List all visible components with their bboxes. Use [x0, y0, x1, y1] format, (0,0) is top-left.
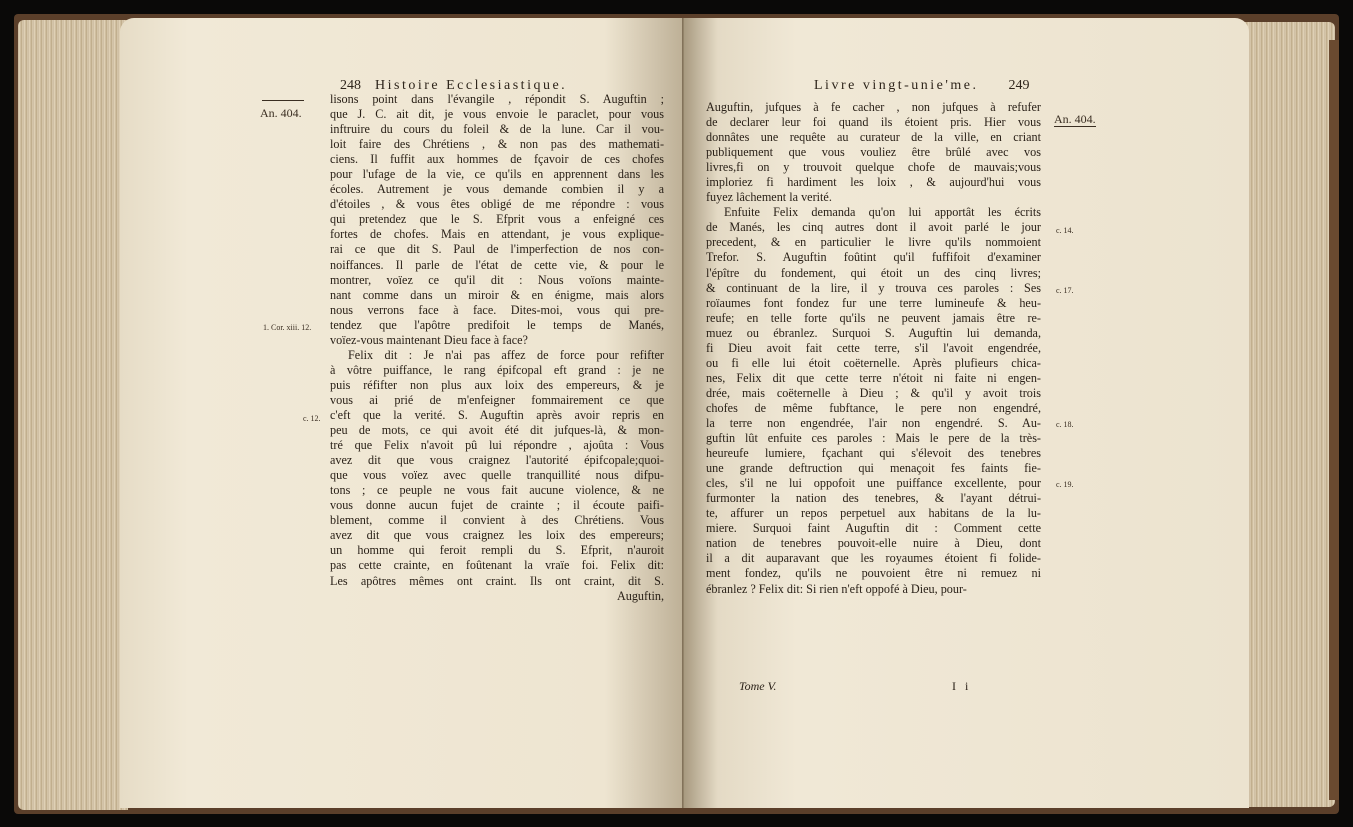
right-text-line: publiquement que vous vouliez être brûlé avec vos	[706, 145, 1041, 160]
right-text-line: roïaumes font fondez fur une terre lumineufe & heu-	[706, 295, 1041, 310]
left-body-text	[330, 92, 664, 604]
left-text-line: vous ai prié de m'enfeigner fommairement ce que	[330, 392, 664, 407]
signature-mark: I i	[952, 679, 972, 693]
right-text-line: te, affurer un repos perpetuel aux habitans de la lu-	[706, 506, 1041, 521]
left-running-title: Histoire Ecclesiastique.	[375, 78, 568, 93]
left-text-line: que vous voïez avec quelle tranquillité nous difpu-	[330, 468, 664, 483]
right-text-line: nes, Felix dit que cette terre n'étoit ni faite ni engen-	[706, 370, 1041, 385]
margin-note-c18: c. 18.	[1056, 420, 1074, 429]
right-year-rule	[1054, 126, 1096, 127]
right-page-number: 249	[1008, 78, 1030, 93]
left-text-line: fortes de chofes. Mais en attendant, je vous explique-	[330, 227, 664, 242]
right-text-line: reufe; en telle forte qu'ils ne peuvent jamais être re-	[706, 310, 1041, 325]
right-text-line: fi Dieu avoit fait cette terre, s'il l'avoit engendrée,	[706, 340, 1041, 355]
left-text-line: qui pretendez que le S. Efprit vous a enfeigné ces	[330, 212, 664, 227]
right-text-line: nation de tenebres pouvoit-elle nuire à Dieu, dont	[706, 536, 1041, 551]
right-text-line: & continuant de la lire, il y trouva ces paroles : Ses	[706, 280, 1041, 295]
margin-note-c14: c. 14.	[1056, 226, 1074, 235]
left-text-line: rai ce que dit S. Paul de l'imperfection de nos con-	[330, 242, 664, 257]
margin-note-c17: c. 17.	[1056, 286, 1074, 295]
right-text-line: livres,fi on y trouvoit quelque chofe de mauvais;vous	[706, 160, 1041, 175]
footer-volume: Tome V.	[739, 679, 777, 693]
right-text-line: fuyez lâchement la verité.	[706, 190, 832, 205]
right-text-line: guftin lût enfuite ces paroles : Mais le pere de la très-	[706, 431, 1041, 446]
left-text-line: tré que Felix n'avoit pû lui répondre , ajoûta : Vous	[330, 438, 664, 453]
right-text-line: l'épître du fondement, qui étoit un des cinq livres;	[706, 265, 1041, 280]
left-year-label: An. 404.	[260, 106, 302, 120]
right-text-line: muez ou ébranlez. Surquoi S. Auguftin lui demanda,	[706, 325, 1041, 340]
right-text-line: Auguftin, jufques à fe cacher , non jufques à refufer	[706, 100, 1041, 114]
left-text-line: nous verrons face à face. Dites-moi, vous qui pre-	[330, 302, 664, 317]
right-text-line: il a dit auparavant que les royaumes étoient fi folide-	[706, 551, 1041, 566]
left-text-line: un homme qui feroit rempli du S. Efprit, n'auroit	[330, 543, 664, 558]
left-text-line: c'eft que la verité. S. Auguftin après avoir repris en	[330, 407, 664, 422]
right-text-line: de declarer leur foi quand ils étoient pris. Hier vous	[706, 115, 1041, 130]
right-text-line: la terre non engendrée, l'air non engendré. S. Au-	[706, 415, 1041, 430]
left-text-line: noiffances. Il parle de l'état de cette vie, & pour le	[330, 257, 664, 272]
right-text-line: ébranlez ? Felix dit: Si rien n'eft oppofé à Dieu, pour-	[706, 581, 967, 596]
left-text-line: tendez que l'apôtre predifoit le temps de Manés,	[330, 317, 664, 332]
left-text-line: Felix dit : Je n'ai pas affez de force pour refifter	[348, 347, 664, 362]
right-text-line: miere. Surquoi faint Auguftin dit : Comment cette	[706, 521, 1041, 536]
right-body-text	[706, 100, 1041, 597]
left-text-line: pas cette crainte, en foûtenant la vraïe foi. Felix dit:	[330, 558, 664, 573]
right-text-line: Enfuite Felix demanda qu'on lui apportât les écrits	[724, 205, 1041, 220]
right-running-title: Livre vingt-unie'me.	[814, 78, 979, 93]
left-text-line: peu de mots, ce qui avoit été dit jufques-là, & mon-	[330, 423, 664, 438]
left-text-line: à vôtre puiffance, le rang épifcopal eft grand : je ne	[330, 362, 664, 377]
left-page-edges	[18, 20, 128, 810]
left-text-line: loit faire des Chrétiens , & non pas des mathemati-	[330, 137, 664, 152]
left-text-line: inftruire du cours du foleil & de la lune. Car il vou-	[330, 122, 664, 137]
left-text-line: montrer, voïez ce qu'il dit : Nous voïons mainte-	[330, 272, 664, 287]
right-text-line: furmonter la nation des tenebres, & l'ayant détrui-	[706, 491, 1041, 506]
right-text-line: imploriez fi hardiment les loix , & aujourd'hui vous	[706, 175, 1041, 190]
margin-note-cor: 1. Cor. xiii. 12.	[263, 323, 312, 332]
left-text-line: tons ; ce peuple ne vous fait aucune violence, & ne	[330, 483, 664, 498]
left-page	[120, 18, 690, 808]
left-page-number: 248	[340, 78, 361, 93]
left-text-line: vous donne aucun fujet de crainte ; il écoute paifi-	[330, 498, 664, 513]
left-text-line: ciens. Il fuffit aux hommes de fçavoir de ces chofes	[330, 152, 664, 167]
right-text-line: Trefor. S. Auguftin foûtint qu'il fuffifoit d'examiner	[706, 250, 1041, 265]
left-text-line: pour l'ufage de la vie, ce qu'ils en apprennent dans les	[330, 167, 664, 182]
right-text-line: precedent, & en particulier le livre qu'ils nommoient	[706, 235, 1041, 250]
margin-note-c19: c. 19.	[1056, 480, 1074, 489]
margin-note-c12: c. 12.	[303, 414, 321, 423]
right-year-label: An. 404.	[1054, 112, 1096, 126]
left-text-line: blement, comme il convient à des Chrétiens. Vous	[330, 513, 664, 528]
right-cover	[1329, 40, 1339, 800]
left-text-line: avez dit que vous craignez les loix des empereurs;	[330, 528, 664, 543]
right-page	[684, 18, 1249, 808]
left-text-line: d'étoiles , & vous êtes obligé de me répondre : vous	[330, 197, 664, 212]
left-year-rule	[262, 100, 304, 101]
right-page-edges	[1240, 22, 1335, 807]
right-text-line: donnâtes une requête au curateur de la ville, en criant	[706, 130, 1041, 145]
right-text-line: une grande deftruction qui menaçoit fes faints fie-	[706, 461, 1041, 476]
right-text-line: drée, mais coëternelle à Dieu ; & qu'il y avoit trois	[706, 385, 1041, 400]
right-text-line: heureufe lumiere, fçachant qui s'élevoit des tenebres	[706, 446, 1041, 461]
right-text-line: ment fondez, qu'ils ne pouvoient être ni remuez ni	[706, 566, 1041, 581]
right-running-head	[814, 78, 1030, 94]
right-text-line: de Manés, les cinq autres dont il avoit parlé le jour	[706, 220, 1041, 235]
left-text-line: voïez-vous maintenant Dieu face à face?	[330, 332, 528, 347]
left-text-line: puis réfifter non plus aux loix des empereurs, & je	[330, 377, 664, 392]
right-text-line: chofes de même fubftance, le pere non engendré,	[706, 400, 1041, 415]
left-text-line: que J. C. ait dit, je vous envoie le paraclet, pour vous	[330, 107, 664, 122]
right-text-line: cles, s'il ne lui oppofoit une puiffance excellente, pour	[706, 476, 1041, 491]
left-text-line: Auguftin,	[616, 588, 664, 603]
left-text-line: avez dit que vous craignez l'autorité épifcopale;quoi-	[330, 453, 664, 468]
left-text-line: écoles. Autrement je vous demande combien il y a	[330, 182, 664, 197]
left-text-line: nant comme dans un miroir & en énigme, mais alors	[330, 287, 664, 302]
left-text-line: Les apôtres mêmes ont craint. Ils ont craint, dit S.	[330, 573, 664, 588]
left-text-line: lisons point dans l'évangile , répondit S. Auguftin ;	[330, 92, 664, 106]
right-text-line: ou fi elle lui étoit coëternelle. Après plufieurs chica-	[706, 355, 1041, 370]
